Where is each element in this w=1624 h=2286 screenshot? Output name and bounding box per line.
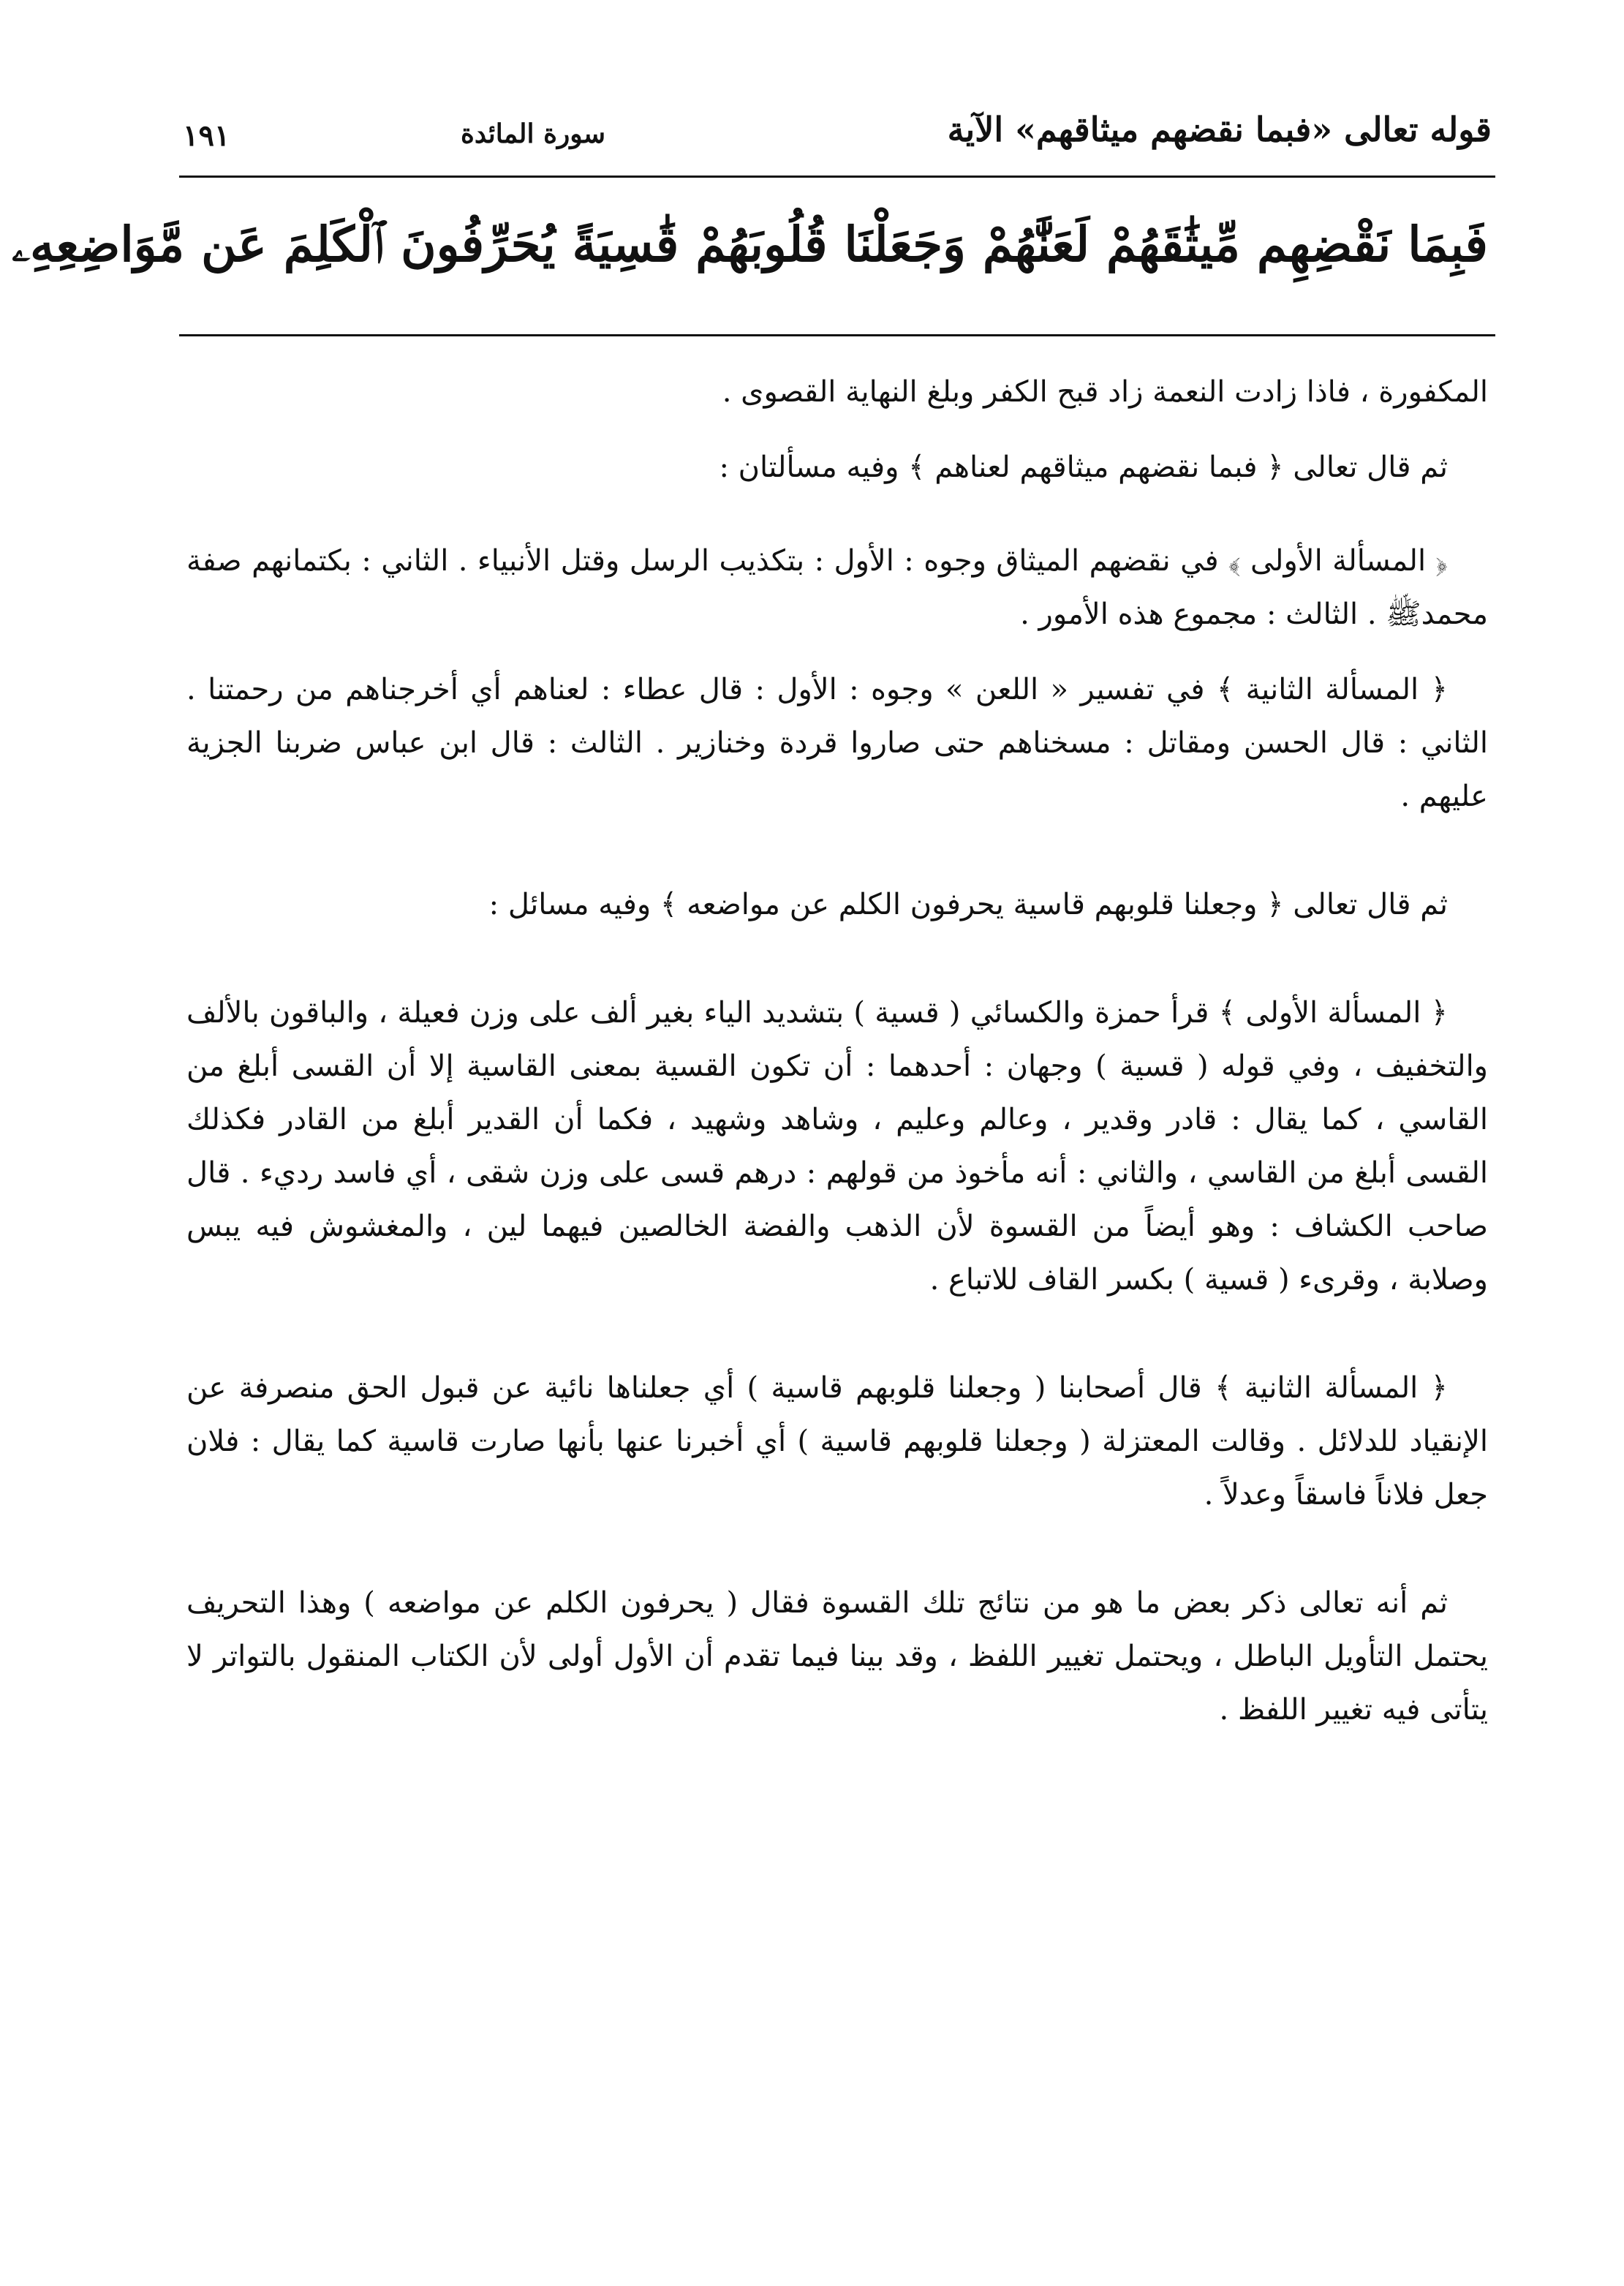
- paragraph-verse-intro-2: ثم قال تعالى ﴿ وجعلنا قلوبهم قاسية يحرفون الكلم عن مواضعه ﴾ وفيه مسائل :: [488, 888, 1448, 921]
- paragraph-first-issue-2: ﴿ المسألة الأولى ﴾ قرأ حمزة والكسائي ( قسية ) بتشديد الياء بغير ألف على وزن فعيلة ، والباقون بالألف والتخفيف ، وفي قوله ( قسية ) وجهان : أحدهما : أن تكون القسية بمعنى القاسية إلا أن القسى أبلغ من القاسي ، كما يقال : قادر وقدير ، وعالم وعليم ، وشاهد وشهيد ، فكما أن القدير أبلغ من القادر فكذلك القسى أبلغ من القاسي ، والثاني : أنه مأخوذ من قولهم : درهم قسى على وزن شقى ، أي فاسد رديء . قال صاحب الكشاف : وهو أيضاً من القسوة لأن الذهب والفضة الخالصين فيهما لين ، والمغشوش فيه يبس وصلابة ، وقرىء ( قسية ) بكسر القاف للاتباع .: [186, 996, 1488, 1297]
- paragraph-verse-intro-1: ثم قال تعالى ﴿ فبما نقضهم ميثاقهم لعناهم ﴾ وفيه مسألتان :: [719, 450, 1448, 484]
- header-divider: [179, 176, 1495, 178]
- commentary-body: [186, 366, 1488, 1737]
- verse-divider: [179, 334, 1495, 336]
- verse-banner: فَبِمَا نَقْضِهِم مِّيثَٰقَهُمْ لَعَنَّٰهُمْ وَجَعَلْنَا قُلُوبَهُمْ قَٰسِيَةً يُحَرِّفُونَ ٱلْكَلِمَ عَن مَّوَاضِعِهِۦ: [11, 216, 1488, 273]
- paragraph-second-issue-1: ﴿ المسألة الثانية ﴾ في تفسير « اللعن » وجوه : الأول : قال عطاء : لعناهم أي أخرجناهم من رحمتنا . الثاني : قال الحسن ومقاتل : مسخناهم حتى صاروا قردة وخنازير . الثالث : قال ابن عباس ضربنا الجزية عليهم .: [186, 673, 1488, 813]
- page-number: ١٩١: [183, 118, 230, 153]
- surah-name: سورة المائدة: [461, 118, 606, 149]
- paragraph-continuation: المكفورة ، فاذا زادت النعمة زاد قبح الكفر وبلغ النهاية القصوى .: [722, 375, 1488, 409]
- paragraph-conclusion: ثم أنه تعالى ذكر بعض ما هو من نتائج تلك القسوة فقال ( يحرفون الكلم عن مواضعه ) وهذا التحريف يحتمل التأويل الباطل ، ويحتمل تغيير اللفظ ، وقد بينا فيما تقدم أن الأول أولى لأن الكتاب المنقول بالتواتر لا يتأتى فيه تغيير اللفظ .: [186, 1586, 1488, 1727]
- running-title: قوله تعالى «فبما نقضهم ميثاقهم» الآية: [947, 110, 1492, 149]
- paragraph-first-issue-1: ﴿ المسألة الأولى ﴾ في نقضهم الميثاق وجوه : الأول : بتكذيب الرسل وقتل الأنبياء . الثاني : بكتمانهم صفة محمدﷺ . الثالث : مجموع هذه الأمور .: [186, 544, 1488, 631]
- page-header: [183, 102, 1492, 168]
- paragraph-second-issue-2: ﴿ المسألة الثانية ﴾ قال أصحابنا ( وجعلنا قلوبهم قاسية ) أي جعلناها نائية عن قبول الحق منصرفة عن الإنقياد للدلائل . وقالت المعتزلة ( وجعلنا قلوبهم قاسية ) أي أخبرنا عنها بأنها صارت قاسية كما يقال : فلان جعل فلاناً فاسقاً وعدلاً .: [186, 1371, 1488, 1512]
